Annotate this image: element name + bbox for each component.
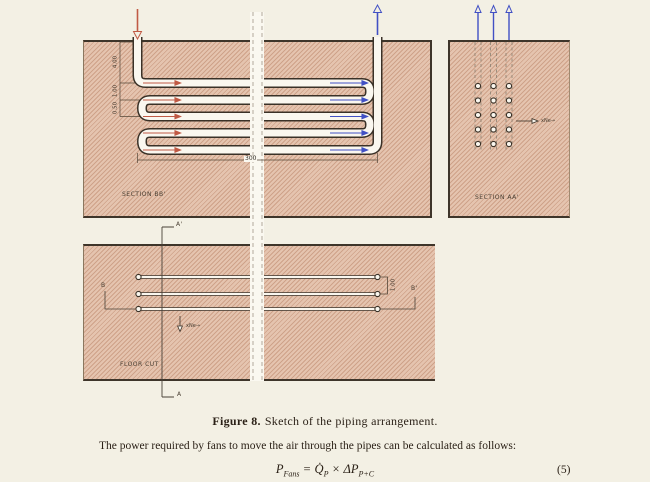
figure-caption-text: Sketch of the piping arrangement. <box>264 414 438 428</box>
floor-cut-title: FLOOR CUT <box>120 361 159 368</box>
body-paragraph: The power required by fans to move the air through the pipes can be calculated as follows: <box>99 440 517 452</box>
section-aa-title: SECTION AA' <box>475 194 519 201</box>
bb-length-dimension-line <box>138 153 378 163</box>
eq-flowrate-sub: P <box>323 469 329 479</box>
eq-equals: = <box>303 462 311 476</box>
mark-a-prime: A' <box>176 221 183 228</box>
floor-axis-label: xNe→ <box>186 323 200 329</box>
figure-caption <box>0 414 650 429</box>
mark-a: A <box>177 391 182 398</box>
eq-rhs-sub: P+C <box>358 469 375 479</box>
bb-dim-length-label: 300 <box>245 155 257 162</box>
eq-flowrate: Q̇ <box>314 462 324 476</box>
mark-b-prime: B' <box>411 285 418 292</box>
eq-lhs: P <box>275 462 284 476</box>
bb-dim-depth-label: 4.00 <box>112 55 119 69</box>
eq-times: × <box>332 462 340 476</box>
break-dashed-lines <box>253 12 262 381</box>
floor-dim-spacing-label: 1.00 <box>390 278 397 292</box>
eq-rhs: ΔP <box>343 462 359 476</box>
bb-dim-spacing-label: 1.00 <box>112 84 119 98</box>
aa-axis-label: xNe→ <box>541 118 555 124</box>
mark-b: B <box>101 282 106 289</box>
equation-number: (5) <box>557 464 571 476</box>
section-bb-title: SECTION BB' <box>122 191 166 198</box>
eq-lhs-sub: Fans <box>283 469 300 479</box>
bb-dim-half-label: 0.50 <box>112 101 119 115</box>
equation-5 <box>0 462 650 479</box>
figure-caption-number: Figure 8. <box>212 414 261 428</box>
